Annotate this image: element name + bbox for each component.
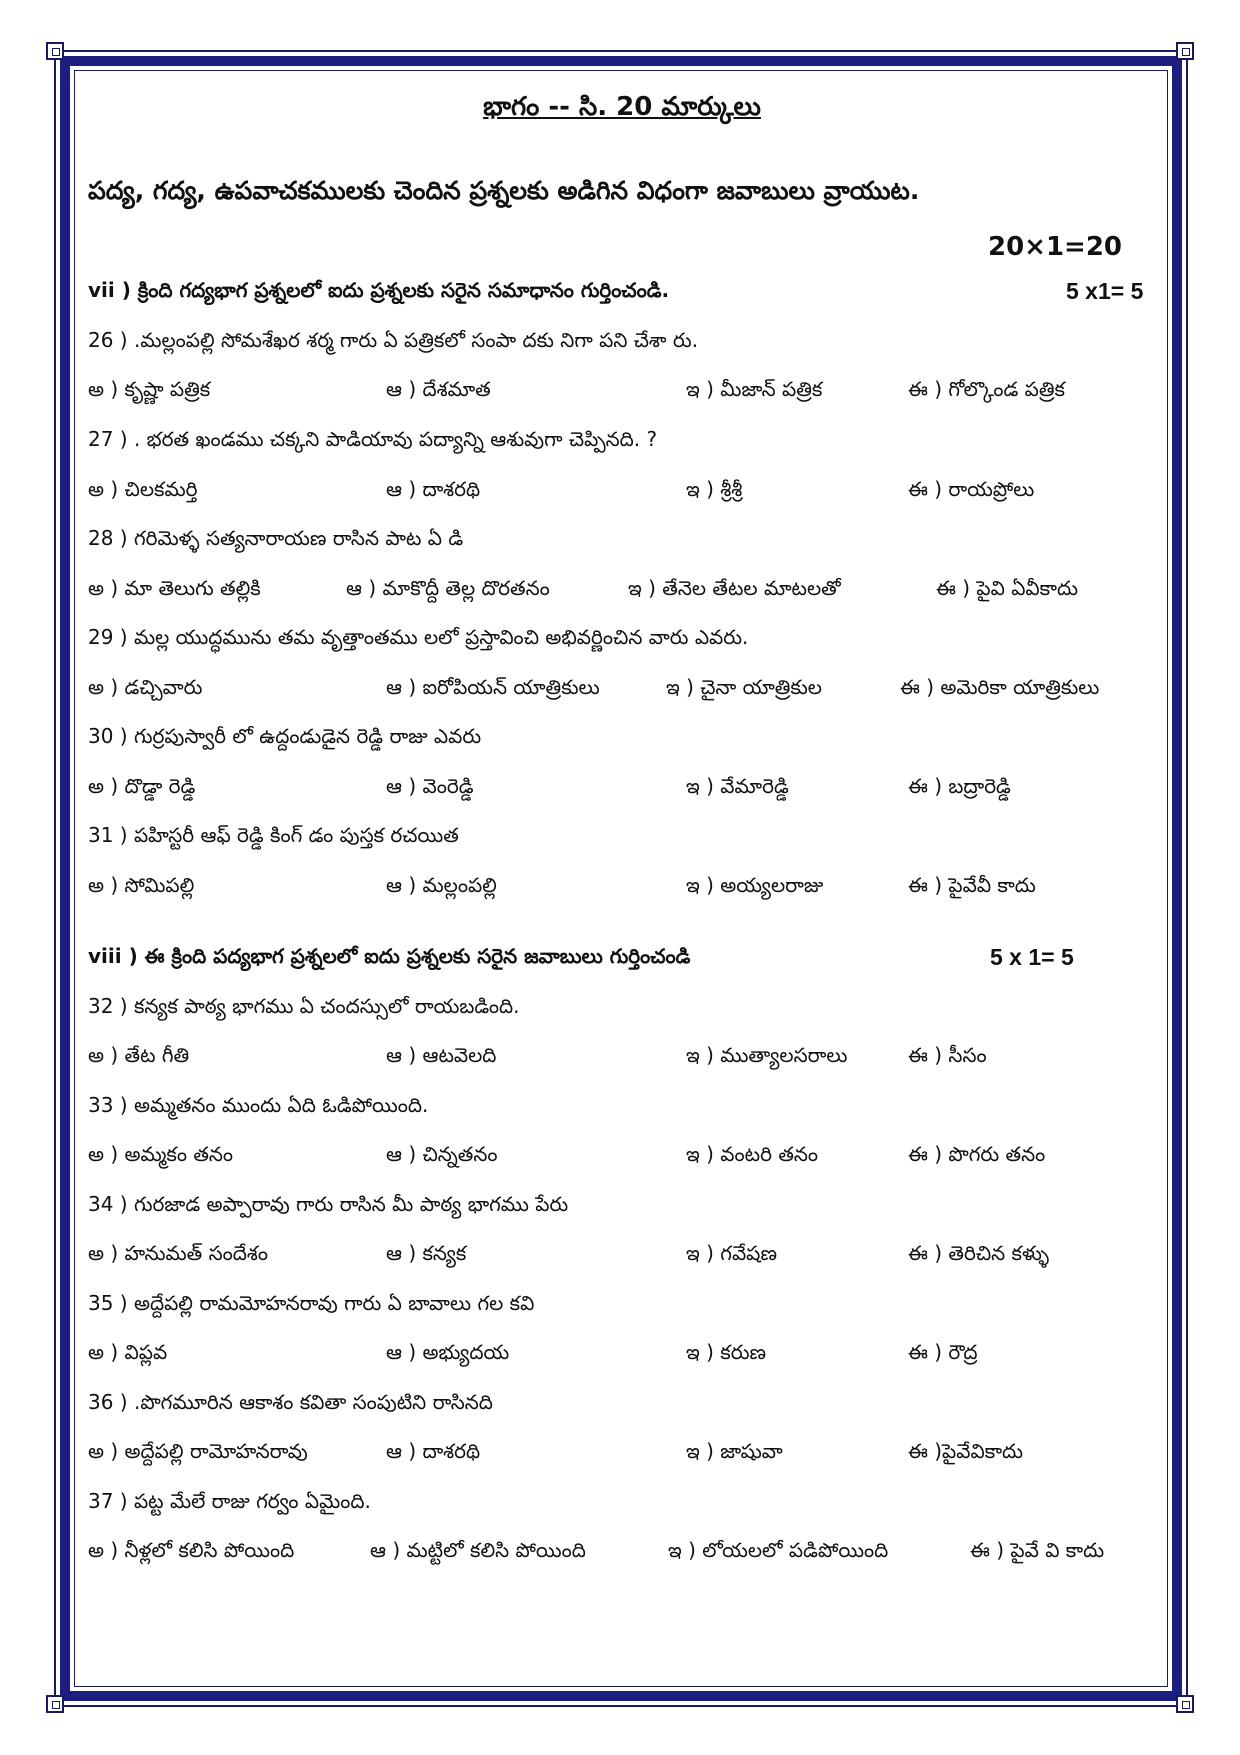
option-a: అ ) హనుమత్ సందేశం xyxy=(88,1241,269,1265)
option-b: ఆ ) ఐరోపియన్ యాత్రికులు xyxy=(386,675,600,699)
corner-ornament-top-left xyxy=(46,42,64,60)
option-c: ఇ ) ముత్యాలసరాలు xyxy=(686,1043,848,1067)
option-b: ఆ ) ఆటవెలది xyxy=(386,1043,497,1067)
section-heading-text: viii ) ఈ క్రింది పద్యభాగ ప్రశ్నలలో ఐదు ప్రశ్నలకు సరైన జవాబులు గుర్తించండి xyxy=(88,944,691,968)
option-b: ఆ ) దేశమాత xyxy=(386,377,491,401)
question-37: 37 ) పట్ట మేలే రాజు గర్వం ఏమైంది. xyxy=(88,1489,371,1513)
option-b: ఆ ) కన్యక xyxy=(386,1241,467,1265)
question-32: 32 ) కన్యక పాఠ్య భాగము ఏ చందస్సులో రాయబడింది. xyxy=(88,994,520,1018)
options-29 xyxy=(88,675,1156,707)
options-28 xyxy=(88,576,1156,608)
options-30 xyxy=(88,774,1156,806)
option-a: అ ) దొడ్డా రెడ్డి xyxy=(88,774,196,798)
options-35 xyxy=(88,1340,1156,1372)
option-a: అ ) నీళ్లలో కలిసి పోయింది xyxy=(88,1538,295,1562)
options-34 xyxy=(88,1241,1156,1273)
section-heading-viii xyxy=(88,944,1156,973)
section-marks: 5 x 1= 5 xyxy=(990,944,1074,970)
options-31 xyxy=(88,873,1156,905)
option-d: ఈ ) తెరిచిన కళ్ళు xyxy=(908,1241,1050,1265)
option-b: ఆ ) మల్లంపల్లి xyxy=(386,873,497,897)
options-26 xyxy=(88,377,1156,409)
options-32 xyxy=(88,1043,1156,1075)
question-31: 31 ) పహిస్టరీ ఆఫ్ రెడ్డి కింగ్ డం పుస్తక రచయిత xyxy=(88,823,459,847)
question-35: 35 ) అద్దేపల్లి రామమోహనరావు గారు ఏ బావాలు గల కవి xyxy=(88,1291,535,1315)
total-marks: 20×1=20 xyxy=(988,232,1123,262)
option-d: ఈ ) పైవేవీ కాదు xyxy=(908,873,1036,897)
option-d: ఈ ) గోల్కొండ పత్రిక xyxy=(908,377,1065,401)
option-d: ఈ ) రాయప్రోలు xyxy=(908,477,1035,501)
option-d: ఈ ) బద్రారెడ్డి xyxy=(908,774,1011,798)
option-d: ఈ ) సీసం xyxy=(908,1043,987,1067)
section-heading-vii xyxy=(88,278,1156,307)
option-b: ఆ ) దాశరథి xyxy=(386,1439,481,1463)
option-d: ఈ ) పైవే వి కాదు xyxy=(970,1538,1105,1562)
option-c: ఇ ) వంటరి తనం xyxy=(686,1142,819,1166)
question-30: 30 ) గుర్రపుస్వారీ లో ఉద్దండుడైన రెడ్డి రాజు ఎవరు xyxy=(88,724,482,748)
options-27 xyxy=(88,477,1156,509)
page-title: భాగం -- సి. 20 మార్కులు xyxy=(483,92,761,122)
question-36: 36 ) .పొగమూరిన ఆకాశం కవితా సంపుటిని రాసినది xyxy=(88,1390,493,1414)
corner-ornament-bottom-right xyxy=(1176,1695,1194,1713)
option-c: ఇ ) శ్రీశ్రీ xyxy=(686,477,743,501)
question-33: 33 ) అమ్మతనం ముందు ఏది ఓడిపోయింది. xyxy=(88,1093,429,1117)
question-26: 26 ) .మల్లంపల్లి సోమశేఖర శర్మ గారు ఏ పత్రికలో సంపా దకు నిగా పని చేశా రు. xyxy=(88,328,699,352)
option-b: ఆ ) చిన్నతనం xyxy=(386,1142,498,1166)
option-c: ఇ ) వేమారెడ్డి xyxy=(686,774,789,798)
option-a: అ ) సోమిపల్లి xyxy=(88,873,195,897)
option-b: ఆ ) మాకొద్దీ తెల్ల దొరతనం xyxy=(346,576,550,600)
question-34: 34 ) గురజాడ అప్పారావు గారు రాసిన మీ పాఠ్య భాగము పేరు xyxy=(88,1192,569,1216)
option-a: అ ) అమ్మకం తనం xyxy=(88,1142,234,1166)
option-a: అ ) కృష్ణా పత్రిక xyxy=(88,377,211,401)
option-c: ఇ ) చైనా యాత్రికుల xyxy=(666,675,822,699)
instruction-text: పద్య, గద్య, ఉపవాచకములకు చెందిన ప్రశ్నలకు అడిగిన విధంగా జవాబులు వ్రాయుట. xyxy=(88,176,920,205)
option-b: ఆ ) మట్టిలో కలిసి పోయింది xyxy=(370,1538,586,1562)
question-28: 28 ) గరిమెళ్ళ సత్యనారాయణ రాసిన పాట ఏ డి xyxy=(88,526,464,550)
option-c: ఇ ) అయ్యలరాజు xyxy=(686,873,824,897)
question-29: 29 ) మల్ల యుద్ధమును తమ వృత్తాంతము లలో ప్రస్తావించి అభివర్ణించిన వారు ఎవరు. xyxy=(88,625,749,649)
option-b: ఆ ) వెంరెడ్డి xyxy=(386,774,474,798)
option-d: ఈ ) అమెరికా యాత్రికులు xyxy=(900,675,1100,699)
option-a: అ ) తేట గీతి xyxy=(88,1043,190,1067)
options-37 xyxy=(88,1538,1156,1570)
option-c: ఇ ) జాషువా xyxy=(686,1439,783,1463)
option-a: అ ) విప్లవ xyxy=(88,1340,168,1364)
option-d: ఈ ) రౌద్ర xyxy=(908,1340,978,1364)
option-c: ఇ ) కరుణ xyxy=(686,1340,767,1364)
option-d: ఈ ) పొగరు తనం xyxy=(908,1142,1046,1166)
option-a: అ ) అద్దేపల్లి రామోహనరావు xyxy=(88,1439,308,1463)
option-b: ఆ ) అభ్యుదయ xyxy=(386,1340,510,1364)
options-33 xyxy=(88,1142,1156,1174)
option-c: ఇ ) లోయలలో పడిపోయింది xyxy=(668,1538,889,1562)
options-36 xyxy=(88,1439,1156,1471)
option-a: అ ) చిలకమర్తి xyxy=(88,477,198,501)
option-c: ఇ ) గవేషణ xyxy=(686,1241,777,1265)
corner-ornament-bottom-left xyxy=(46,1695,64,1713)
question-27: 27 ) . భరత ఖండము చక్కని పాడియావు పద్యాన్ని ఆశువుగా చెప్పినది. ? xyxy=(88,427,658,451)
section-heading-text: vii ) క్రింది గద్యభాగ ప్రశ్నలలో ఐదు ప్రశ్నలకు సరైన సమాధానం గుర్తించండి. xyxy=(88,278,670,302)
option-a: అ ) మా తెలుగు తల్లికి xyxy=(88,576,261,600)
option-a: అ ) డచ్చివారు xyxy=(88,675,203,699)
option-b: ఆ ) దాశరథి xyxy=(386,477,481,501)
option-d: ఈ ) పైవి ఏవీకాదు xyxy=(936,576,1079,600)
option-c: ఇ ) తేనెల తేటల మాటలతో xyxy=(628,576,841,600)
option-d: ఈ )పైవేవికాదు xyxy=(908,1439,1024,1463)
corner-ornament-top-right xyxy=(1176,42,1194,60)
option-c: ఇ ) మీజాన్ పత్రిక xyxy=(686,377,823,401)
section-marks: 5 x1= 5 xyxy=(1066,278,1144,304)
